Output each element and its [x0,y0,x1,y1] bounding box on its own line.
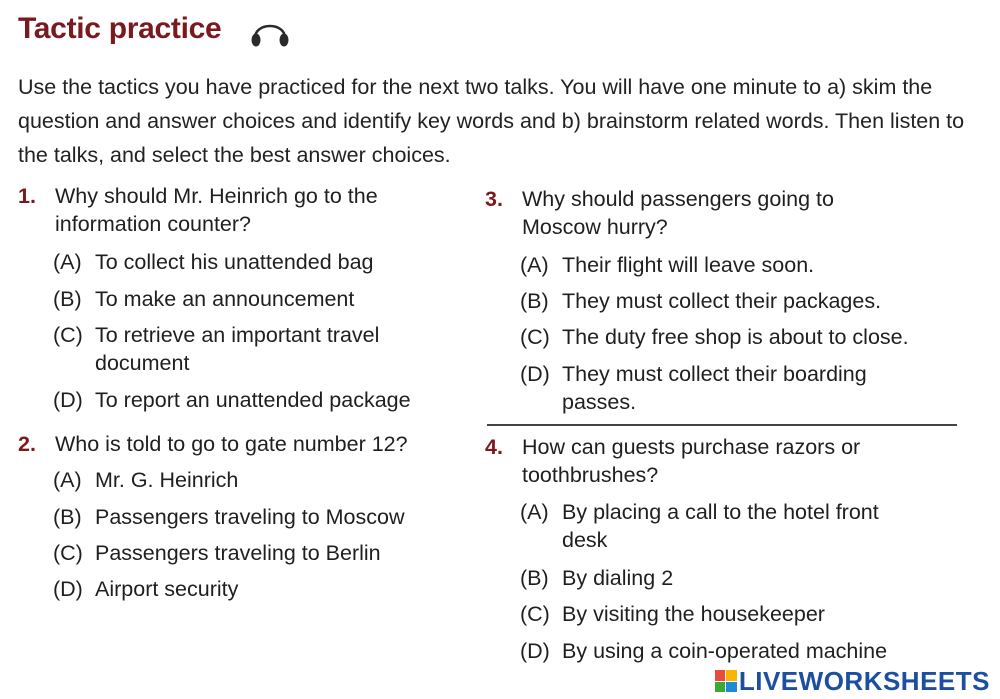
option-text: Passengers traveling to Moscow [95,505,405,529]
option-letter: (B) [520,566,549,590]
option-text: The duty free shop is about to close. [562,325,909,349]
option-text: By visiting the housekeeper [562,602,825,626]
question-text: How can guests purchase razors or toothbrushes? [522,435,861,487]
option-letter: (D) [520,639,550,663]
option-letter: (A) [53,250,82,274]
question-number: 1. [18,184,36,208]
option-letter: (C) [520,602,550,626]
option-letter: (B) [520,289,549,313]
option-letter: (C) [520,325,550,349]
option-text: To make an announcement [95,287,355,311]
question-text: Why should Mr. Heinrich go to the information counter? [55,184,378,236]
question-text: Who is told to go to gate number 12? [55,432,408,456]
option-letter: (D) [53,577,83,601]
instructions-text: Use the tactics you have practiced for the next two talks. You will have one minute to a) skim the question and answer choices and identify key words and b) brainstorm related words. Then listen to the talks, and select the best answer choices. [18,75,965,167]
option-text: They must collect their packages. [562,289,882,313]
option-text: To report an unattended package [95,388,411,412]
option-text: By placing a call to the hotel front desk [562,500,879,552]
option-text: To collect his unattended bag [95,250,374,274]
question-number: 3. [485,187,503,211]
option-text: Passengers traveling to Berlin [95,541,381,565]
option-letter: (A) [520,500,549,524]
logo-text: LIVEWORKSHEETS [738,665,990,696]
option-letter: (B) [53,505,82,529]
option-text: To retrieve an important travel document [95,323,380,375]
option-text: Mr. G. Heinrich [95,468,239,492]
liveworksheets-logo [715,667,990,695]
option-text: They must collect their boarding passes. [562,362,867,414]
option-letter: (C) [53,541,83,565]
option-letter: (B) [53,287,82,311]
question-number: 4. [485,435,503,459]
option-text: By using a coin-operated machine [562,639,888,663]
option-letter: (D) [520,362,550,386]
divider [487,424,957,426]
option-text: Their flight will leave soon. [562,253,815,277]
question-text: Why should passengers going to Moscow hurry? [522,187,834,239]
option-letter: (C) [53,323,83,347]
option-letter: (D) [53,388,83,412]
option-letter: (A) [53,468,82,492]
option-letter: (A) [520,253,549,277]
headphones-icon [247,14,293,48]
option-text: By dialing 2 [562,566,674,590]
logo-mark-icon [715,670,737,692]
question-number: 2. [18,432,36,456]
option-text: Airport security [95,577,239,601]
page-title: Tactic practice [18,12,222,45]
